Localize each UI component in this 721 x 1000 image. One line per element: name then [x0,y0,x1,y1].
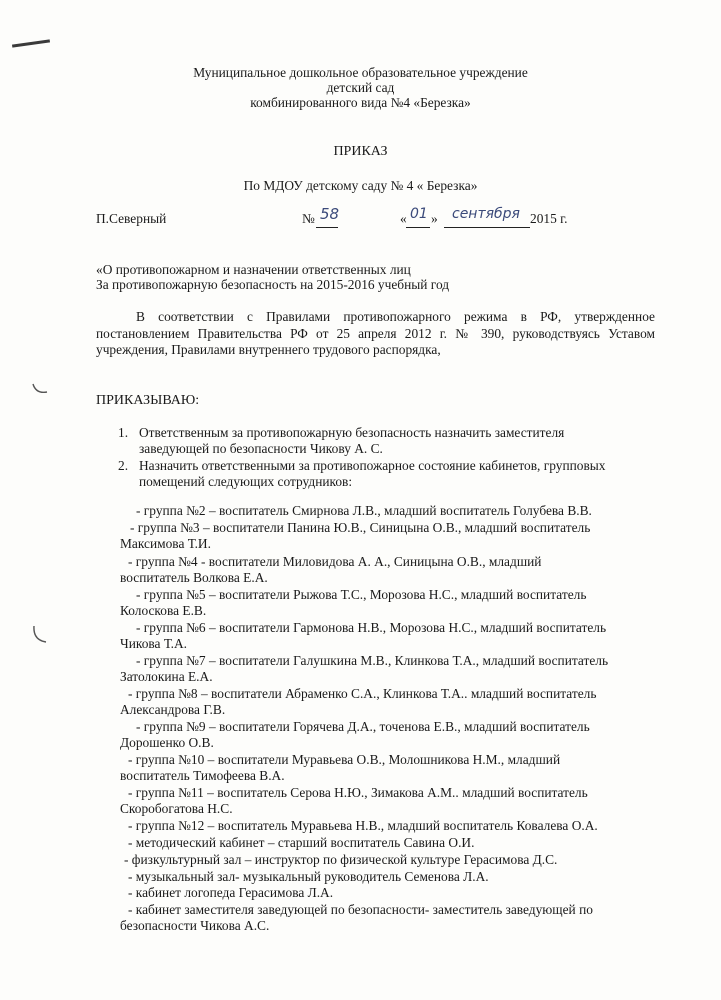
subject-line-2: За противопожарную безопасность на 2015-2016 учебный год [96,277,450,292]
header-line-2: детский сад [326,80,395,95]
header-line-1: Муниципальное дошкольное образовательное учреждение [193,65,528,80]
date-close-quote: » [431,211,438,226]
assignment-line: Затолокина Е.А. [120,669,213,684]
assignment-line: - музыкальный зал- музыкальный руководитель Семенова Л.А. [128,869,489,884]
assignment-line: - группа №2 – воспитатель Смирнова Л.В., младший воспитатель Голубева В.В. [136,503,592,518]
date-day-handwritten: 01 [410,206,428,222]
assignment-line: - группа №4 - воспитатели Миловидова А. А., Синицына О.В., младший [128,554,542,569]
date-year: 2015 г. [530,211,568,226]
assignment-line: - кабинет логопеда Герасимова Л.А. [128,885,334,900]
assignment-line: - группа №5 – воспитатели Рыжова Т.С., Морозова Н.С., младший воспитатель [136,587,587,602]
assignment-line: Дорошенко О.В. [120,735,214,750]
place: П.Северный [96,211,167,226]
item-2-number: 2. [118,458,129,473]
item-2-line-1: Назначить ответственными за противопожарное состояние кабинетов, групповых [139,458,606,473]
header-line-3: комбинированного вида №4 «Березка» [250,95,471,110]
subject-line-1: «О противопожарном и назначении ответственных лиц [96,262,411,277]
item-1-line-2: заведующей по безопасности Чикову А. С. [139,441,383,456]
org-line: По МДОУ детскому саду № 4 « Березка» [243,178,478,193]
assignment-line: - группа №7 – воспитатели Галушкина М.В., Клинкова Т.А., младший воспитатель [136,653,609,668]
item-2-line-2: помещений следующих сотрудников: [139,474,353,489]
date-month-handwritten: сентября [452,206,520,222]
assignment-line: - группа №3 – воспитатели Панина Ю.В., Синицына О.В., младший воспитатель [130,520,591,535]
assignment-line: - группа №9 – воспитатели Горячева Д.А., точенова Е.В., младший воспитатель [136,719,590,734]
assignment-line: Скоробогатова Н.С. [120,801,233,816]
pen-mark [12,39,50,47]
assignment-line: - группа №6 – воспитатели Гармонова Н.В., Морозова Н.С., младший воспитатель [136,620,607,635]
assignment-line: - методический кабинет – старший воспитатель Савина О.И. [128,835,475,850]
item-1-number: 1. [118,425,129,440]
document-title: ПРИКАЗ [333,144,388,159]
assignment-line: воспитатель Волкова Е.А. [120,570,268,585]
date-day-underline [406,227,430,228]
item-1-line-1: Ответственным за противопожарную безопасность назначить заместителя [139,425,565,440]
date-open-quote: « [400,211,407,226]
preamble-paragraph: В соответствии с Правилами противопожарного режима в РФ, утвержденное постановлением Правительства РФ от 25 апреля 2012 г. № 390, руководствуясь Уставом учреждения, Правилами внутреннего трудового распорядка, [96,309,655,357]
number-underline [316,227,338,228]
assignment-line: - группа №11 – воспитатель Серова Н.Ю., Зимакова А.М.. младший воспитатель [128,785,588,800]
number-prefix: № [302,211,315,226]
assignment-line: Чикова Т.А. [120,636,188,651]
assignment-line: Колоскова Е.В. [120,603,207,618]
number-handwritten: 58 [320,205,340,223]
assignment-line: - кабинет заместителя заведующей по безопасности- заместитель заведующей по [128,902,593,917]
order-word: ПРИКАЗЫВАЮ: [96,393,200,408]
assignment-line: Александрова Г.В. [120,702,226,717]
assignment-line: воспитатель Тимофеева В.А. [120,768,285,783]
hole-punch-mark-top [30,380,50,400]
assignment-line: - физкультурный зал – инструктор по физической культуре Герасимова Д.С. [124,852,558,867]
assignment-line: безопасности Чикова А.С. [120,918,270,933]
assignment-line: Максимова Т.И. [120,536,211,551]
hole-punch-mark-bottom [30,622,50,648]
date-month-underline [444,227,530,228]
assignment-line: - группа №8 – воспитатели Абраменко С.А., Клинкова Т.А.. младший воспитатель [128,686,597,701]
assignment-line: - группа №12 – воспитатель Муравьева Н.В., младший воспитатель Ковалева О.А. [128,818,598,833]
assignment-line: - группа №10 – воспитатели Муравьева О.В., Молошникова Н.М., младший [128,752,561,767]
